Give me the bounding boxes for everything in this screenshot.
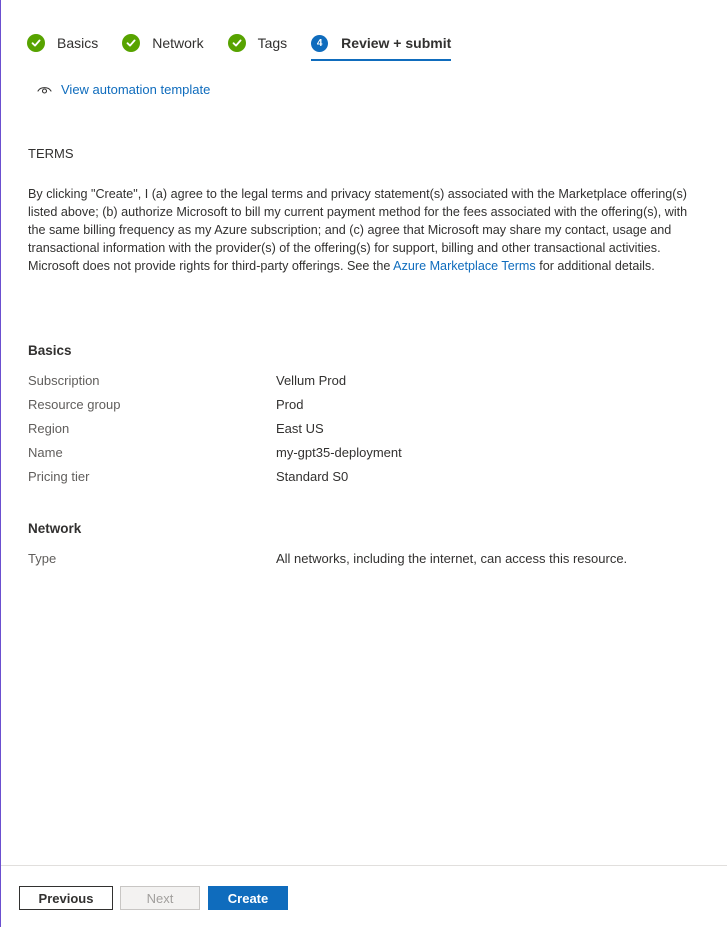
row-value: my-gpt35-deployment [276,445,402,460]
create-button[interactable]: Create [208,886,288,910]
row-label: Pricing tier [28,469,90,484]
row-label: Resource group [28,397,121,412]
tab-network-label: Network [152,35,204,51]
tab-review-submit[interactable] [311,28,451,58]
row-value: Vellum Prod [276,373,347,388]
summary-row-pricing-tier [28,469,708,487]
row-value: Prod [276,397,304,412]
row-label: Type [28,551,57,566]
automation-link-label: View automation template [61,82,211,97]
summary-row-resource-group [28,397,708,415]
checkmark-icon [27,34,45,52]
summary-row-subscription [28,373,708,391]
wizard-steps [27,28,451,58]
azure-marketplace-terms-link[interactable]: Azure Marketplace Terms [393,259,536,273]
checkmark-icon [122,34,140,52]
next-button[interactable]: Next [120,886,200,910]
tab-tags-label: Tags [257,35,288,51]
row-label: Name [28,445,63,460]
basics-section-title: Basics [28,343,72,358]
tab-review-submit-label: Review + submit [341,35,452,51]
eye-icon [37,85,52,95]
row-label: Region [28,421,70,436]
terms-text [28,185,708,275]
summary-row-network-type [28,551,708,569]
tab-basics-label: Basics [57,35,99,51]
checkmark-icon [228,34,246,52]
footer-divider [1,865,727,866]
step-number-badge: 4 [311,35,328,52]
row-value: All networks, including the internet, can access this resource. [276,551,628,566]
summary-row-region [28,421,708,439]
row-value: Standard S0 [276,469,349,484]
row-value: East US [276,421,324,436]
network-section-title: Network [28,521,82,536]
previous-button[interactable]: Previous [19,886,113,910]
tab-network[interactable] [122,28,203,58]
terms-text-part-1: By clicking "Create", I (a) agree to the legal terms and privacy statement(s) associated with the Marketplace offering(s) listed above; (b) authorize Microsoft to bill my current payment method for the fees associated with the offering(s), with the same billing frequency as my Azure subscription; and (c) agree that Microsoft may share my contact, usage and transactional information with the provider(s) of the offering(s) for support, billing and other transactional activities. Microsoft does not provide rights for third-party offerings. See the [28,187,688,273]
tab-basics[interactable] [27,28,98,58]
summary-row-name [28,445,708,463]
terms-heading: TERMS [28,146,74,161]
row-label: Subscription [28,373,100,388]
terms-text-part-2: for additional details. [535,259,655,273]
view-automation-template-link[interactable] [37,82,210,97]
tab-tags[interactable] [228,28,288,58]
